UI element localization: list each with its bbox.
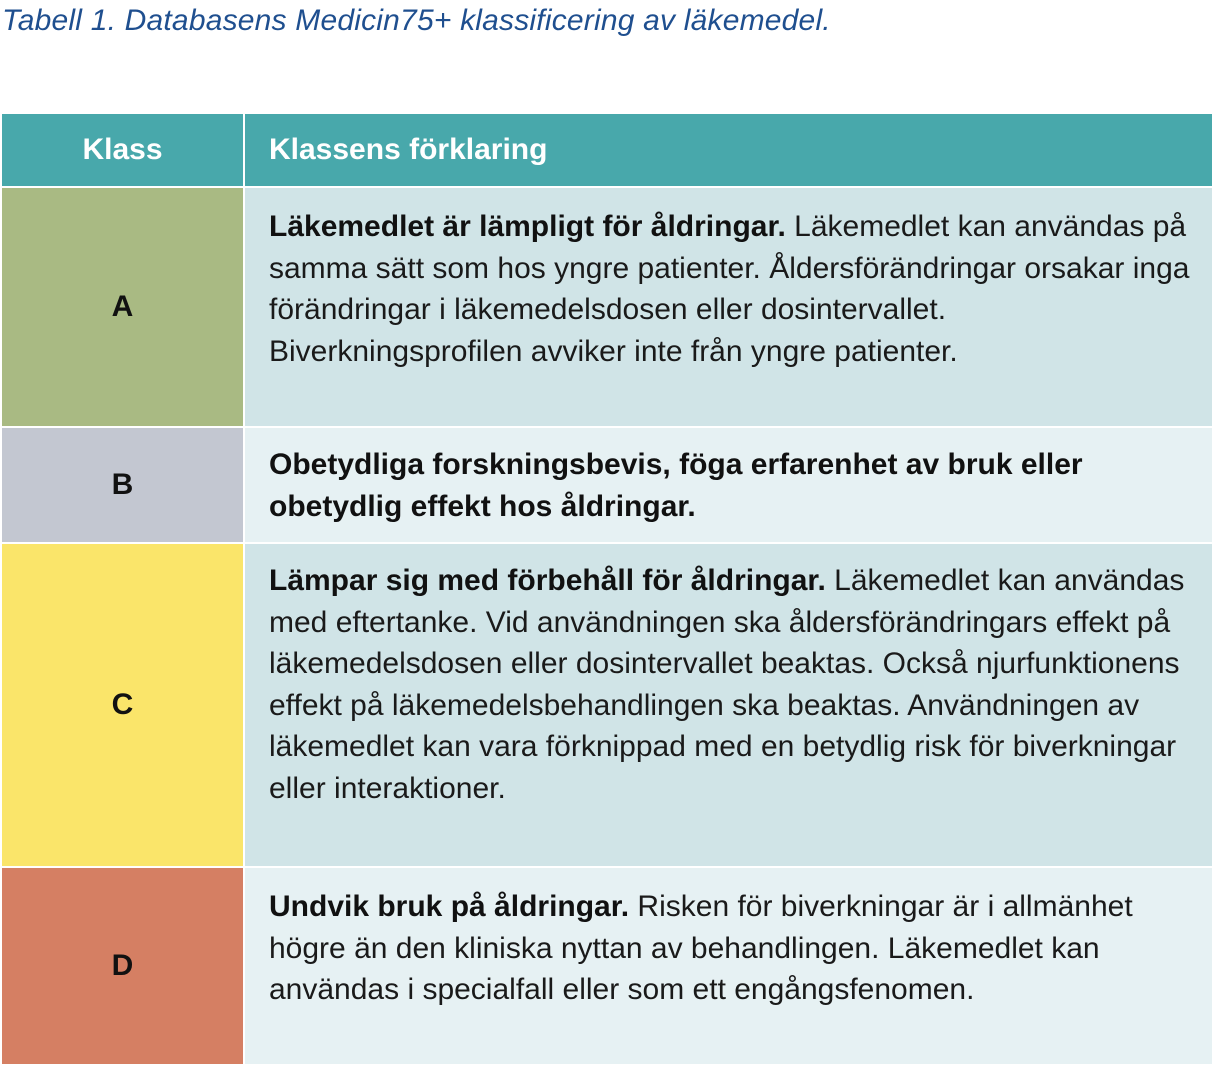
explanation-bold-a: Läkemedlet är lämpligt för åldringar. <box>269 210 786 243</box>
table-header-row <box>1 113 1213 187</box>
table-row-class-a <box>1 187 1213 427</box>
explanation-cell-a <box>244 187 1213 427</box>
explanation-text-d: Risken för biverkningar är i allmänhet högre än den kliniska nyttan av behandlingen. Läkemedlet kan användas i specialfall eller som ett engångsfenomen. <box>269 890 1133 1006</box>
explanation-bold-d: Undvik bruk på åldringar. <box>269 890 630 923</box>
classification-table <box>0 112 1214 1066</box>
explanation-text-c: Läkemedlet kan användas med eftertanke. Vid användningen ska åldersförändringars effekt på läkemedelsdosen eller dosintervallet beaktas. Också njurfunktionens effekt på läkemedelsbehandlingen ska beaktas. Användningen av läkemedlet kan vara förknippad med en betydlig risk för biverkningar eller interaktioner. <box>269 564 1185 805</box>
explanation-cell-d <box>244 867 1213 1065</box>
header-explanation: Klassens förklaring <box>244 113 1213 187</box>
table-row-class-c <box>1 543 1213 867</box>
class-cell-b: B <box>1 427 244 543</box>
class-cell-a: A <box>1 187 244 427</box>
explanation-bold-c: Lämpar sig med förbehåll för åldringar. <box>269 564 826 597</box>
explanation-text-a: Läkemedlet kan användas på samma sätt som hos yngre patienter. Åldersförändringar orsakar inga förändringar i läkemedelsdosen eller dosintervallet. Biverkningsprofilen avviker inte från yngre patienter. <box>269 210 1190 368</box>
explanation-bold-b: Obetydliga forskningsbevis, föga erfarenhet av bruk eller obetydlig effekt hos åldringar. <box>269 448 1083 523</box>
table-caption: Tabell 1. Databasens Medicin75+ klassificering av läkemedel. <box>2 4 831 37</box>
explanation-cell-b <box>244 427 1213 543</box>
class-cell-c: C <box>1 543 244 867</box>
class-cell-d: D <box>1 867 244 1065</box>
header-class: Klass <box>1 113 244 187</box>
table-row-class-b <box>1 427 1213 543</box>
table-row-class-d <box>1 867 1213 1065</box>
explanation-cell-c <box>244 543 1213 867</box>
